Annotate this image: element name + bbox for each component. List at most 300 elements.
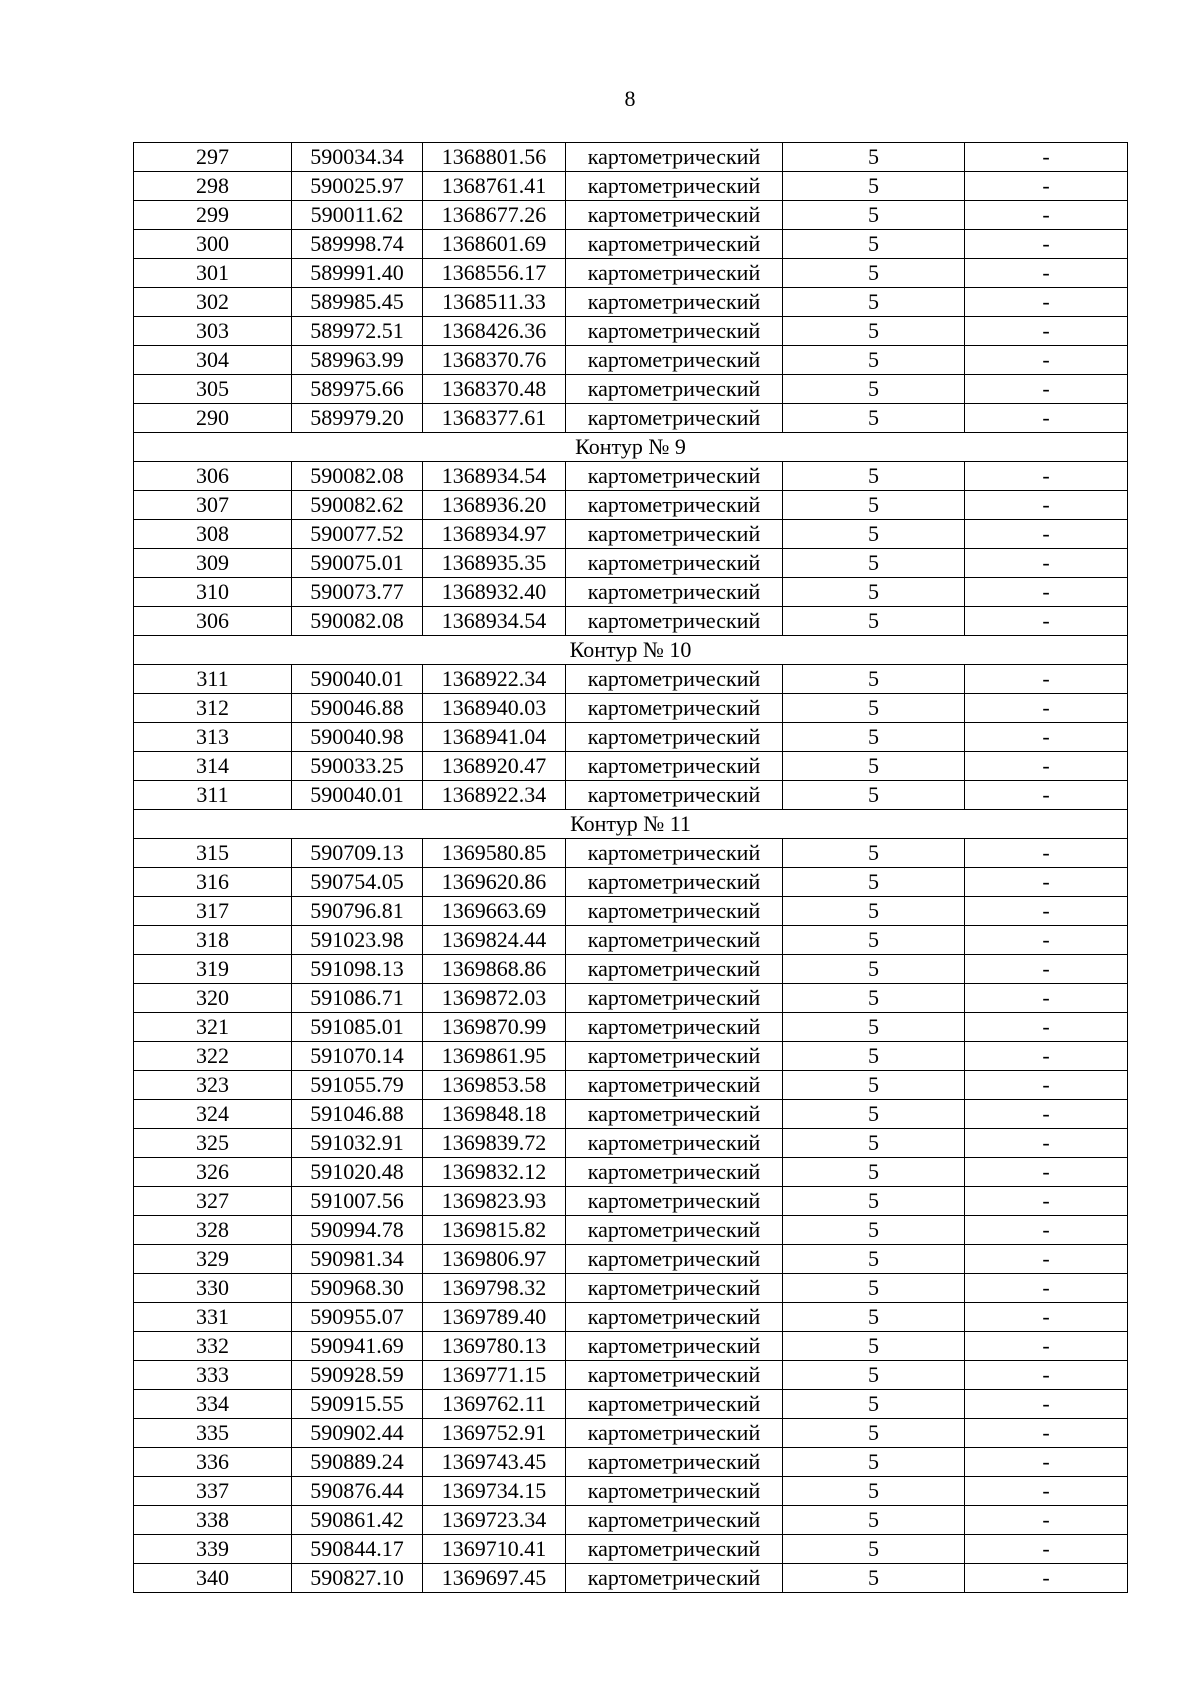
table-row (134, 1448, 1128, 1477)
method-cell: картометрический (566, 1100, 783, 1129)
contour-label: Контур № 11 (134, 810, 1128, 839)
method-cell: картометрический (566, 1129, 783, 1158)
y-coordinate-cell: 1368511.33 (423, 288, 566, 317)
accuracy-cell: 5 (783, 1303, 965, 1332)
point-number-cell: 304 (134, 346, 292, 375)
x-coordinate-cell: 590075.01 (292, 549, 423, 578)
x-coordinate-cell: 590034.34 (292, 143, 423, 172)
description-cell: - (965, 868, 1128, 897)
y-coordinate-cell: 1369710.41 (423, 1535, 566, 1564)
x-coordinate-cell: 590709.13 (292, 839, 423, 868)
y-coordinate-cell: 1369620.86 (423, 868, 566, 897)
table-row (134, 1419, 1128, 1448)
description-cell: - (965, 491, 1128, 520)
table-row (134, 665, 1128, 694)
description-cell: - (965, 404, 1128, 433)
description-cell: - (965, 1361, 1128, 1390)
point-number-cell: 333 (134, 1361, 292, 1390)
table-row (134, 230, 1128, 259)
y-coordinate-cell: 1368934.54 (423, 607, 566, 636)
table-row (134, 143, 1128, 172)
y-coordinate-cell: 1369752.91 (423, 1419, 566, 1448)
accuracy-cell: 5 (783, 259, 965, 288)
point-number-cell: 290 (134, 404, 292, 433)
point-number-cell: 332 (134, 1332, 292, 1361)
y-coordinate-cell: 1369806.97 (423, 1245, 566, 1274)
description-cell: - (965, 1187, 1128, 1216)
accuracy-cell: 5 (783, 143, 965, 172)
point-number-cell: 325 (134, 1129, 292, 1158)
accuracy-cell: 5 (783, 868, 965, 897)
accuracy-cell: 5 (783, 1187, 965, 1216)
point-number-cell: 338 (134, 1506, 292, 1535)
point-number-cell: 298 (134, 172, 292, 201)
x-coordinate-cell: 590040.01 (292, 665, 423, 694)
method-cell: картометрический (566, 868, 783, 897)
y-coordinate-cell: 1369663.69 (423, 897, 566, 926)
point-number-cell: 339 (134, 1535, 292, 1564)
accuracy-cell: 5 (783, 1332, 965, 1361)
point-number-cell: 299 (134, 201, 292, 230)
table-row (134, 1535, 1128, 1564)
accuracy-cell: 5 (783, 549, 965, 578)
table-row (134, 897, 1128, 926)
y-coordinate-cell: 1369872.03 (423, 984, 566, 1013)
accuracy-cell: 5 (783, 1477, 965, 1506)
description-cell: - (965, 1216, 1128, 1245)
accuracy-cell: 5 (783, 346, 965, 375)
accuracy-cell: 5 (783, 839, 965, 868)
x-coordinate-cell: 590754.05 (292, 868, 423, 897)
point-number-cell: 327 (134, 1187, 292, 1216)
y-coordinate-cell: 1368370.76 (423, 346, 566, 375)
accuracy-cell: 5 (783, 201, 965, 230)
y-coordinate-cell: 1369832.12 (423, 1158, 566, 1187)
x-coordinate-cell: 591086.71 (292, 984, 423, 1013)
x-coordinate-cell: 589963.99 (292, 346, 423, 375)
method-cell: картометрический (566, 752, 783, 781)
accuracy-cell: 5 (783, 172, 965, 201)
table-row (134, 1100, 1128, 1129)
point-number-cell: 336 (134, 1448, 292, 1477)
y-coordinate-cell: 1369868.86 (423, 955, 566, 984)
x-coordinate-cell: 590040.01 (292, 781, 423, 810)
method-cell: картометрический (566, 1419, 783, 1448)
point-number-cell: 337 (134, 1477, 292, 1506)
accuracy-cell: 5 (783, 723, 965, 752)
table-row (134, 404, 1128, 433)
accuracy-cell: 5 (783, 1158, 965, 1187)
point-number-cell: 326 (134, 1158, 292, 1187)
contour-label: Контур № 10 (134, 636, 1128, 665)
x-coordinate-cell: 591070.14 (292, 1042, 423, 1071)
y-coordinate-cell: 1369870.99 (423, 1013, 566, 1042)
table-row (134, 259, 1128, 288)
table-row (134, 1158, 1128, 1187)
y-coordinate-cell: 1368940.03 (423, 694, 566, 723)
accuracy-cell: 5 (783, 1361, 965, 1390)
x-coordinate-cell: 590968.30 (292, 1274, 423, 1303)
method-cell: картометрический (566, 346, 783, 375)
point-number-cell: 297 (134, 143, 292, 172)
accuracy-cell: 5 (783, 897, 965, 926)
method-cell: картометрический (566, 1303, 783, 1332)
method-cell: картометрический (566, 607, 783, 636)
table-row (134, 1506, 1128, 1535)
y-coordinate-cell: 1368601.69 (423, 230, 566, 259)
description-cell: - (965, 897, 1128, 926)
y-coordinate-cell: 1369762.11 (423, 1390, 566, 1419)
y-coordinate-cell: 1369815.82 (423, 1216, 566, 1245)
accuracy-cell: 5 (783, 984, 965, 1013)
accuracy-cell: 5 (783, 288, 965, 317)
description-cell: - (965, 1129, 1128, 1158)
x-coordinate-cell: 589975.66 (292, 375, 423, 404)
y-coordinate-cell: 1368677.26 (423, 201, 566, 230)
table-row (134, 1564, 1128, 1593)
method-cell: картометрический (566, 491, 783, 520)
accuracy-cell: 5 (783, 404, 965, 433)
accuracy-cell: 5 (783, 317, 965, 346)
x-coordinate-cell: 591020.48 (292, 1158, 423, 1187)
point-number-cell: 316 (134, 868, 292, 897)
point-number-cell: 328 (134, 1216, 292, 1245)
point-number-cell: 306 (134, 607, 292, 636)
method-cell: картометрический (566, 317, 783, 346)
y-coordinate-cell: 1369734.15 (423, 1477, 566, 1506)
table-row (134, 375, 1128, 404)
method-cell: картометрический (566, 259, 783, 288)
description-cell: - (965, 1332, 1128, 1361)
description-cell: - (965, 1303, 1128, 1332)
point-number-cell: 311 (134, 665, 292, 694)
point-number-cell: 311 (134, 781, 292, 810)
method-cell: картометрический (566, 1477, 783, 1506)
point-number-cell: 303 (134, 317, 292, 346)
x-coordinate-cell: 590082.62 (292, 491, 423, 520)
y-coordinate-cell: 1369789.40 (423, 1303, 566, 1332)
table-row (134, 752, 1128, 781)
method-cell: картометрический (566, 926, 783, 955)
method-cell: картометрический (566, 288, 783, 317)
point-number-cell: 322 (134, 1042, 292, 1071)
accuracy-cell: 5 (783, 1129, 965, 1158)
x-coordinate-cell: 590033.25 (292, 752, 423, 781)
y-coordinate-cell: 1369580.85 (423, 839, 566, 868)
description-cell: - (965, 230, 1128, 259)
description-cell: - (965, 259, 1128, 288)
y-coordinate-cell: 1368801.56 (423, 143, 566, 172)
x-coordinate-cell: 590876.44 (292, 1477, 423, 1506)
x-coordinate-cell: 589985.45 (292, 288, 423, 317)
description-cell: - (965, 172, 1128, 201)
table-row (134, 694, 1128, 723)
x-coordinate-cell: 590889.24 (292, 1448, 423, 1477)
method-cell: картометрический (566, 143, 783, 172)
description-cell: - (965, 1419, 1128, 1448)
table-row (134, 172, 1128, 201)
description-cell: - (965, 607, 1128, 636)
table-row (134, 201, 1128, 230)
description-cell: - (965, 1506, 1128, 1535)
x-coordinate-cell: 590082.08 (292, 607, 423, 636)
accuracy-cell: 5 (783, 1274, 965, 1303)
table-row (134, 955, 1128, 984)
method-cell: картометрический (566, 404, 783, 433)
accuracy-cell: 5 (783, 1245, 965, 1274)
y-coordinate-cell: 1368941.04 (423, 723, 566, 752)
x-coordinate-cell: 590025.97 (292, 172, 423, 201)
accuracy-cell: 5 (783, 607, 965, 636)
table-row (134, 578, 1128, 607)
accuracy-cell: 5 (783, 1506, 965, 1535)
y-coordinate-cell: 1369723.34 (423, 1506, 566, 1535)
x-coordinate-cell: 589991.40 (292, 259, 423, 288)
point-number-cell: 334 (134, 1390, 292, 1419)
description-cell: - (965, 1477, 1128, 1506)
method-cell: картометрический (566, 578, 783, 607)
y-coordinate-cell: 1369697.45 (423, 1564, 566, 1593)
method-cell: картометрический (566, 1332, 783, 1361)
description-cell: - (965, 1071, 1128, 1100)
method-cell: картометрический (566, 520, 783, 549)
point-number-cell: 323 (134, 1071, 292, 1100)
y-coordinate-cell: 1369771.15 (423, 1361, 566, 1390)
description-cell: - (965, 520, 1128, 549)
accuracy-cell: 5 (783, 578, 965, 607)
accuracy-cell: 5 (783, 375, 965, 404)
table-row (134, 520, 1128, 549)
table-row (134, 1013, 1128, 1042)
y-coordinate-cell: 1368922.34 (423, 781, 566, 810)
description-cell: - (965, 1100, 1128, 1129)
method-cell: картометрический (566, 462, 783, 491)
point-number-cell: 340 (134, 1564, 292, 1593)
accuracy-cell: 5 (783, 520, 965, 549)
point-number-cell: 319 (134, 955, 292, 984)
table-row (134, 491, 1128, 520)
x-coordinate-cell: 590861.42 (292, 1506, 423, 1535)
x-coordinate-cell: 589972.51 (292, 317, 423, 346)
x-coordinate-cell: 591007.56 (292, 1187, 423, 1216)
description-cell: - (965, 1390, 1128, 1419)
description-cell: - (965, 1448, 1128, 1477)
x-coordinate-cell: 590844.17 (292, 1535, 423, 1564)
table-row (134, 926, 1128, 955)
method-cell: картометрический (566, 955, 783, 984)
description-cell: - (965, 1013, 1128, 1042)
description-cell: - (965, 694, 1128, 723)
accuracy-cell: 5 (783, 230, 965, 259)
accuracy-cell: 5 (783, 665, 965, 694)
method-cell: картометрический (566, 1390, 783, 1419)
x-coordinate-cell: 591046.88 (292, 1100, 423, 1129)
page-number: 8 (624, 86, 636, 111)
method-cell: картометрический (566, 1042, 783, 1071)
x-coordinate-cell: 590046.88 (292, 694, 423, 723)
table-row (134, 1477, 1128, 1506)
x-coordinate-cell: 590011.62 (292, 201, 423, 230)
x-coordinate-cell: 590994.78 (292, 1216, 423, 1245)
accuracy-cell: 5 (783, 1419, 965, 1448)
x-coordinate-cell: 591055.79 (292, 1071, 423, 1100)
y-coordinate-cell: 1368932.40 (423, 578, 566, 607)
table-row (134, 549, 1128, 578)
accuracy-cell: 5 (783, 1071, 965, 1100)
method-cell: картометрический (566, 781, 783, 810)
y-coordinate-cell: 1369743.45 (423, 1448, 566, 1477)
y-coordinate-cell: 1369824.44 (423, 926, 566, 955)
point-number-cell: 335 (134, 1419, 292, 1448)
method-cell: картометрический (566, 1158, 783, 1187)
y-coordinate-cell: 1369853.58 (423, 1071, 566, 1100)
method-cell: картометрический (566, 694, 783, 723)
table-row (134, 1390, 1128, 1419)
table-row (134, 1216, 1128, 1245)
y-coordinate-cell: 1368556.17 (423, 259, 566, 288)
y-coordinate-cell: 1369848.18 (423, 1100, 566, 1129)
description-cell: - (965, 839, 1128, 868)
y-coordinate-cell: 1368934.97 (423, 520, 566, 549)
table-row (134, 317, 1128, 346)
table-row (134, 1129, 1128, 1158)
x-coordinate-cell: 589979.20 (292, 404, 423, 433)
x-coordinate-cell: 589998.74 (292, 230, 423, 259)
point-number-cell: 300 (134, 230, 292, 259)
x-coordinate-cell: 590077.52 (292, 520, 423, 549)
point-number-cell: 313 (134, 723, 292, 752)
y-coordinate-cell: 1368935.35 (423, 549, 566, 578)
table-row (134, 1361, 1128, 1390)
y-coordinate-cell: 1368936.20 (423, 491, 566, 520)
accuracy-cell: 5 (783, 1448, 965, 1477)
table-row (134, 462, 1128, 491)
point-number-cell: 329 (134, 1245, 292, 1274)
coordinates-table-body (134, 143, 1128, 1593)
contour-header-row (134, 810, 1128, 839)
description-cell: - (965, 375, 1128, 404)
method-cell: картометрический (566, 723, 783, 752)
description-cell: - (965, 346, 1128, 375)
y-coordinate-cell: 1368922.34 (423, 665, 566, 694)
description-cell: - (965, 1274, 1128, 1303)
table-row (134, 868, 1128, 897)
y-coordinate-cell: 1369780.13 (423, 1332, 566, 1361)
description-cell: - (965, 752, 1128, 781)
y-coordinate-cell: 1369839.72 (423, 1129, 566, 1158)
point-number-cell: 312 (134, 694, 292, 723)
contour-label: Контур № 9 (134, 433, 1128, 462)
table-row (134, 1332, 1128, 1361)
method-cell: картометрический (566, 201, 783, 230)
accuracy-cell: 5 (783, 1564, 965, 1593)
method-cell: картометрический (566, 1187, 783, 1216)
point-number-cell: 309 (134, 549, 292, 578)
description-cell: - (965, 462, 1128, 491)
point-number-cell: 307 (134, 491, 292, 520)
method-cell: картометрический (566, 230, 783, 259)
table-row (134, 607, 1128, 636)
coordinates-table (133, 142, 1128, 1593)
description-cell: - (965, 1042, 1128, 1071)
method-cell: картометрический (566, 897, 783, 926)
accuracy-cell: 5 (783, 1042, 965, 1071)
accuracy-cell: 5 (783, 1100, 965, 1129)
table-row (134, 839, 1128, 868)
method-cell: картометрический (566, 375, 783, 404)
accuracy-cell: 5 (783, 1535, 965, 1564)
description-cell: - (965, 955, 1128, 984)
method-cell: картометрический (566, 1564, 783, 1593)
point-number-cell: 324 (134, 1100, 292, 1129)
table-row (134, 1274, 1128, 1303)
method-cell: картометрический (566, 665, 783, 694)
y-coordinate-cell: 1369861.95 (423, 1042, 566, 1071)
x-coordinate-cell: 590955.07 (292, 1303, 423, 1332)
method-cell: картометрический (566, 549, 783, 578)
description-cell: - (965, 549, 1128, 578)
table-row (134, 1042, 1128, 1071)
y-coordinate-cell: 1368426.36 (423, 317, 566, 346)
x-coordinate-cell: 590796.81 (292, 897, 423, 926)
method-cell: картометрический (566, 1361, 783, 1390)
accuracy-cell: 5 (783, 955, 965, 984)
accuracy-cell: 5 (783, 491, 965, 520)
table-row (134, 984, 1128, 1013)
y-coordinate-cell: 1368377.61 (423, 404, 566, 433)
x-coordinate-cell: 590981.34 (292, 1245, 423, 1274)
x-coordinate-cell: 591023.98 (292, 926, 423, 955)
description-cell: - (965, 984, 1128, 1013)
table-row (134, 346, 1128, 375)
description-cell: - (965, 1564, 1128, 1593)
point-number-cell: 317 (134, 897, 292, 926)
x-coordinate-cell: 591032.91 (292, 1129, 423, 1158)
point-number-cell: 314 (134, 752, 292, 781)
description-cell: - (965, 201, 1128, 230)
description-cell: - (965, 926, 1128, 955)
accuracy-cell: 5 (783, 926, 965, 955)
description-cell: - (965, 317, 1128, 346)
x-coordinate-cell: 590040.98 (292, 723, 423, 752)
method-cell: картометрический (566, 1013, 783, 1042)
accuracy-cell: 5 (783, 462, 965, 491)
point-number-cell: 305 (134, 375, 292, 404)
accuracy-cell: 5 (783, 1216, 965, 1245)
method-cell: картометрический (566, 172, 783, 201)
table-row (134, 1245, 1128, 1274)
x-coordinate-cell: 591098.13 (292, 955, 423, 984)
method-cell: картометрический (566, 1216, 783, 1245)
table-row (134, 1187, 1128, 1216)
description-cell: - (965, 288, 1128, 317)
description-cell: - (965, 665, 1128, 694)
description-cell: - (965, 578, 1128, 607)
description-cell: - (965, 723, 1128, 752)
accuracy-cell: 5 (783, 1390, 965, 1419)
method-cell: картометрический (566, 1506, 783, 1535)
method-cell: картометрический (566, 1245, 783, 1274)
point-number-cell: 315 (134, 839, 292, 868)
point-number-cell: 331 (134, 1303, 292, 1332)
accuracy-cell: 5 (783, 752, 965, 781)
contour-header-row (134, 433, 1128, 462)
x-coordinate-cell: 590073.77 (292, 578, 423, 607)
x-coordinate-cell: 590941.69 (292, 1332, 423, 1361)
method-cell: картометрический (566, 984, 783, 1013)
y-coordinate-cell: 1368761.41 (423, 172, 566, 201)
point-number-cell: 301 (134, 259, 292, 288)
